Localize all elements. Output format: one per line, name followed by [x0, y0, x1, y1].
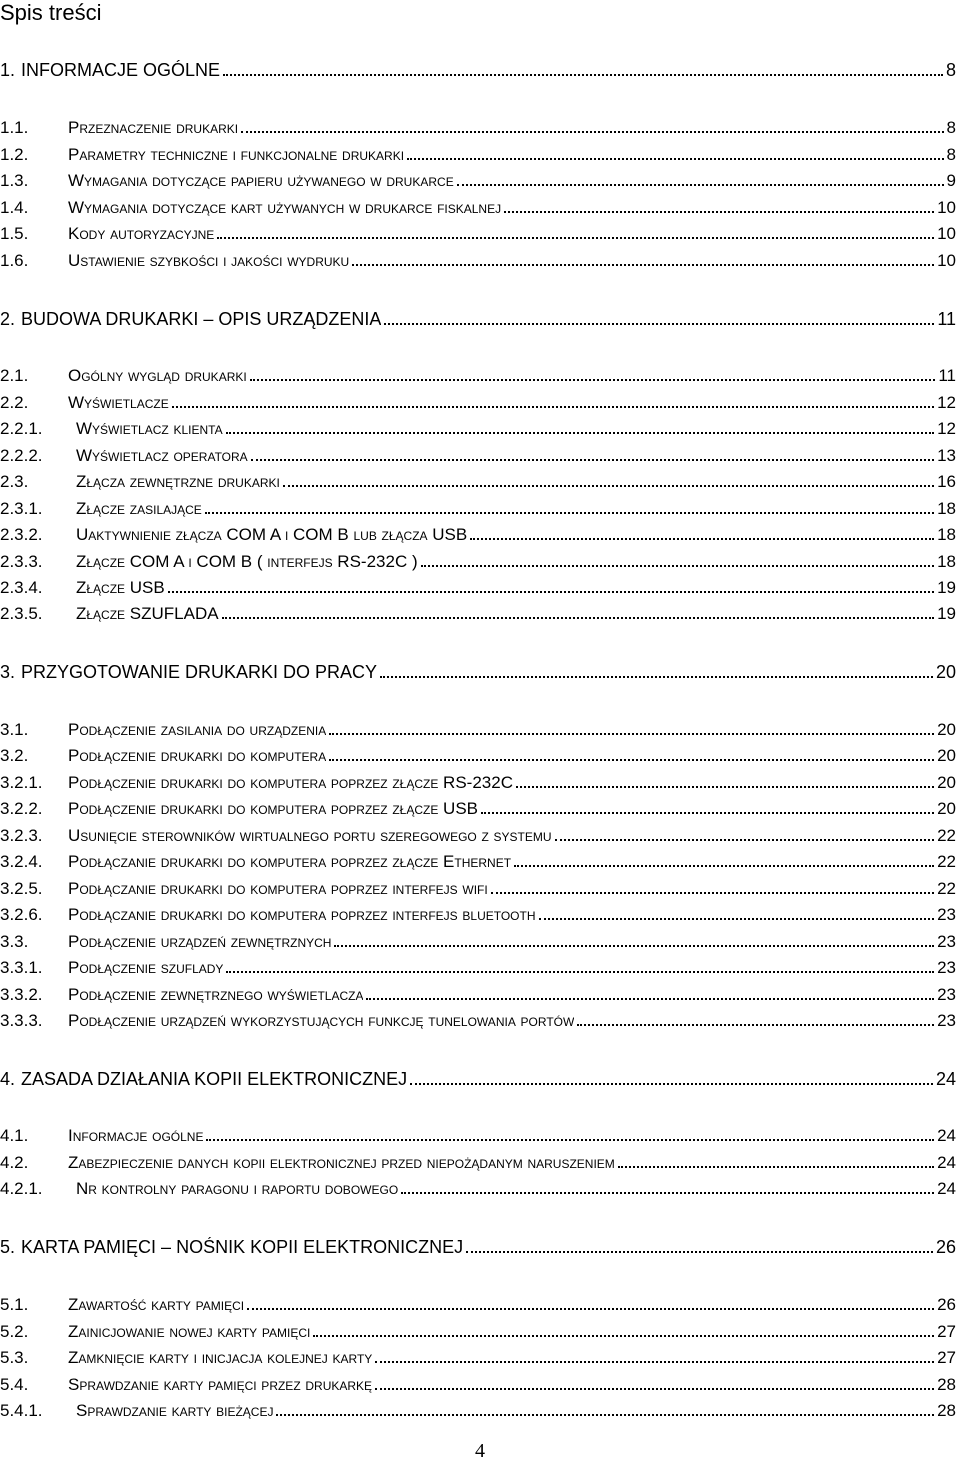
toc-entry[interactable] [0, 525, 956, 545]
dot-leader [283, 483, 934, 487]
toc-entry[interactable] [0, 472, 956, 492]
toc-entry-title: Zabezpieczenie danych kopii elektronicznej przed niepożądanym naruszeniem [68, 1153, 615, 1172]
toc-entry-page: 22 [937, 826, 956, 845]
toc-entry-page: 10 [937, 224, 956, 243]
dot-leader [410, 1081, 933, 1085]
toc-entry-number: 2.3. [0, 472, 29, 491]
dot-leader [329, 731, 934, 735]
toc-entry-number: 5.4.1. [0, 1401, 43, 1420]
toc-entry-title: Podłączenie szuflady [68, 958, 224, 977]
toc-entry-number: 2.1. [0, 366, 29, 385]
toc-entry[interactable] [0, 604, 956, 624]
toc-entry[interactable] [0, 224, 956, 244]
toc-entry[interactable] [0, 446, 956, 466]
toc-entry-page: 20 [937, 720, 956, 739]
toc-entry-title: Podłączenie urządzeń wykorzystujących funkcję tunelowania portów [68, 1011, 575, 1030]
toc-entry-page: 8 [945, 60, 956, 80]
toc-entry-page: 16 [937, 472, 956, 491]
toc-entry-title: Wyświetlacze [68, 393, 169, 412]
toc-entry-title: Podłączanie drukarki do komputera poprzez interfejs bluetooth [68, 905, 536, 924]
toc-entry-title: Wymagania dotyczące papieru używanego w drukarce [68, 171, 454, 190]
toc-entry-page: 19 [937, 578, 956, 597]
toc-entry-page: 23 [937, 958, 956, 977]
dot-leader [470, 536, 934, 540]
dot-leader [407, 156, 943, 160]
toc-entry-page: 8 [946, 118, 956, 137]
dot-leader [251, 457, 934, 461]
toc-entry[interactable] [0, 826, 956, 846]
toc-entry-page: 12 [937, 393, 956, 412]
dot-leader [577, 1022, 934, 1026]
toc-entry-page: 27 [937, 1348, 956, 1367]
toc-entry-page: 13 [937, 446, 956, 465]
page-number: 4 [475, 1440, 485, 1462]
toc-entry-page: 23 [937, 985, 956, 1004]
toc-entry-page: 24 [935, 1069, 956, 1089]
toc-entry-number: 2.3.2. [0, 525, 43, 544]
dot-leader [241, 129, 943, 133]
toc-entry-number: 3. [0, 662, 16, 682]
toc-entry[interactable] [0, 1069, 956, 1089]
dot-leader [375, 1386, 934, 1390]
toc-entry[interactable] [0, 662, 956, 682]
toc-entry[interactable] [0, 1401, 956, 1421]
toc-entry-title: Informacje ogólne [68, 1126, 204, 1145]
toc-entry[interactable] [0, 251, 956, 271]
toc-entry-page: 23 [937, 932, 956, 951]
dot-leader [206, 1137, 934, 1141]
toc-entry[interactable] [0, 366, 956, 386]
toc-entry-page: 19 [937, 604, 956, 623]
toc-entry-number: 1.1. [0, 118, 29, 137]
dot-leader [276, 1412, 934, 1416]
toc-entry[interactable] [0, 1179, 956, 1199]
dot-leader [172, 404, 934, 408]
toc-entry[interactable] [0, 118, 956, 138]
toc-entry-title: Podłączenie drukarki do komputera [68, 746, 327, 765]
toc-entry-page: 26 [935, 1237, 956, 1257]
toc-entry-page: 8 [946, 145, 956, 164]
dot-leader [352, 262, 934, 266]
toc-entry[interactable] [0, 309, 956, 329]
toc-entry-page: 27 [937, 1322, 956, 1341]
toc-entry-page: 24 [937, 1153, 956, 1172]
toc-entry-title: Parametry techniczne i funkcjonalne drukarki [68, 145, 405, 164]
toc-entry-title: Kody autoryzacyjne [68, 224, 215, 243]
toc-entry-title: Wyświetlacz operatora [76, 446, 248, 465]
toc-entry-title: Nr kontrolny paragonu i raportu dobowego [76, 1179, 399, 1198]
toc-entry-title: Wyświetlacz klienta [76, 419, 223, 438]
toc-entry-number: 5.3. [0, 1348, 29, 1367]
toc-entry[interactable] [0, 393, 956, 413]
dot-leader [226, 969, 934, 973]
toc-entry[interactable] [0, 746, 956, 766]
dot-leader [481, 810, 934, 814]
toc-entry[interactable] [0, 720, 956, 740]
toc-entry-page: 11 [937, 309, 956, 329]
toc-entry[interactable] [0, 145, 956, 165]
dot-leader [491, 890, 934, 894]
toc-entry-title: Uaktywnienie złącza COM A i COM B lub złącza USB [76, 525, 468, 544]
toc-entry-number: 2.2.1. [0, 419, 43, 438]
toc-entry[interactable] [0, 1126, 956, 1146]
toc-entry-title: Sprawdzanie karty bieżącej [76, 1401, 274, 1420]
dot-leader [247, 1306, 934, 1310]
toc-entry[interactable] [0, 879, 956, 899]
toc-entry-title: Podłączenie urządzeń zewnętrznych [68, 932, 332, 951]
toc-entry-number: 2.3.4. [0, 578, 43, 597]
toc-entry[interactable] [0, 958, 956, 978]
dot-leader [375, 1359, 934, 1363]
toc-title: Spis treści [0, 0, 102, 25]
toc-entry-number: 3.3.3. [0, 1011, 43, 1030]
toc-entry-title: Ogólny wygląd drukarki [68, 366, 247, 385]
toc-entry-number: 3.2.3. [0, 826, 43, 845]
toc-entry-title: Podłączenie drukarki do komputera poprzez złącze RS-232C [68, 773, 513, 792]
toc-entry-title: INFORMACJE OGÓLNE [21, 60, 221, 80]
toc-entry-number: 1. [0, 60, 16, 80]
toc-entry-number: 2. [0, 309, 16, 329]
toc-entry[interactable] [0, 985, 956, 1005]
toc-entry-number: 3.2.6. [0, 905, 43, 924]
dot-leader [223, 72, 943, 76]
toc-entry[interactable] [0, 773, 956, 793]
dot-leader [217, 235, 934, 239]
dot-leader [205, 510, 934, 514]
toc-entry[interactable] [0, 905, 956, 925]
toc-entry-number: 1.6. [0, 251, 29, 270]
dot-leader [226, 430, 935, 434]
toc-entry-page: 12 [937, 419, 956, 438]
dot-leader [384, 321, 934, 325]
toc-entry[interactable] [0, 1322, 956, 1342]
toc-entry-page: 20 [935, 662, 956, 682]
toc-entry-page: 28 [937, 1375, 956, 1394]
toc-entry[interactable] [0, 1348, 956, 1368]
toc-entry-page: 22 [937, 852, 956, 871]
toc-entry-title: Usunięcie sterowników wirtualnego portu szeregowego z systemu [68, 826, 552, 845]
toc-entry-number: 2.3.1. [0, 499, 43, 518]
toc-entry-title: Podłączanie drukarki do komputera poprzez interfejs wifi [68, 879, 488, 898]
dot-leader [466, 1249, 933, 1253]
toc-entry-number: 3.2.1. [0, 773, 43, 792]
toc-entry-page: 10 [937, 198, 956, 217]
toc-entry-title: Zainicjowanie nowej karty pamięci [68, 1322, 311, 1341]
toc-entry[interactable] [0, 60, 956, 80]
toc-entry-number: 4. [0, 1069, 16, 1089]
toc-entry-title: PRZYGOTOWANIE DRUKARKI DO PRACY [21, 662, 378, 682]
toc-entry-title: Złącze USB [76, 578, 165, 597]
toc-entry-page: 18 [937, 525, 956, 544]
toc-entry-number: 1.5. [0, 224, 29, 243]
toc-entry-title: Zawartość karty pamięci [68, 1295, 245, 1314]
toc-entry-page: 23 [937, 1011, 956, 1030]
toc-entry-title: Zamknięcie karty i inicjacja kolejnej karty [68, 1348, 373, 1367]
dot-leader [380, 674, 933, 678]
toc-entry-title: KARTA PAMIĘCI – NOŚNIK KOPII ELEKTRONICZNEJ [21, 1237, 464, 1257]
toc-entry-number: 3.3. [0, 932, 29, 951]
toc-entry-title: Wymagania dotyczące kart używanych w drukarce fiskalnej [68, 198, 502, 217]
toc-entry-title: Podłączenie zasilania do urządzenia [68, 720, 327, 739]
toc-entry-number: 4.2.1. [0, 1179, 43, 1198]
dot-leader [222, 615, 934, 619]
toc-entry-title: ZASADA DZIAŁANIA KOPII ELEKTRONICZNEJ [21, 1069, 408, 1089]
toc-entry-title: Złącza zewnętrzne drukarki [76, 472, 280, 491]
toc-entry-page: 20 [937, 799, 956, 818]
toc-entry-page: 22 [937, 879, 956, 898]
toc-entry-number: 1.2. [0, 145, 29, 164]
toc-entry-title: Złącze zasilające [76, 499, 202, 518]
toc-entry-number: 3.2.4. [0, 852, 43, 871]
dot-leader [401, 1190, 934, 1194]
toc-entry-title: Złącze COM A i COM B ( interfejs RS-232C ) [76, 552, 418, 571]
toc-entry[interactable] [0, 171, 956, 191]
toc-entry[interactable] [0, 1153, 956, 1173]
toc-entry-number: 4.2. [0, 1153, 29, 1172]
toc-entry-title: Ustawienie szybkości i jakości wydruku [68, 251, 350, 270]
toc-entry-page: 9 [946, 171, 956, 190]
toc-entry[interactable] [0, 552, 956, 572]
toc-entry-number: 2.2. [0, 393, 29, 412]
toc-entry[interactable] [0, 1375, 956, 1395]
toc-entry-page: 11 [938, 366, 956, 385]
toc-entry[interactable] [0, 499, 956, 519]
dot-leader [168, 589, 934, 593]
toc-entry-number: 3.2.5. [0, 879, 43, 898]
toc-entry-page: 24 [937, 1126, 956, 1145]
dot-leader [421, 563, 934, 567]
toc-entry-number: 5. [0, 1237, 16, 1257]
toc-entry[interactable] [0, 419, 956, 439]
toc-entry-number: 2.2.2. [0, 446, 43, 465]
toc-entry-number: 3.3.1. [0, 958, 43, 977]
toc-entry-title: Podłączanie drukarki do komputera poprzez złącze Ethernet [68, 852, 512, 871]
toc-entry-title: Złącze SZUFLADA [76, 604, 219, 623]
toc-entry-title: Przeznaczenie drukarki [68, 118, 239, 137]
toc-entry-page: 26 [937, 1295, 956, 1314]
toc-entry-title: Podłączenie zewnętrznego wyświetlacza [68, 985, 364, 1004]
toc-entry-number: 3.3.2. [0, 985, 43, 1004]
toc-entry-page: 28 [937, 1401, 956, 1420]
toc-entry[interactable] [0, 852, 956, 872]
toc-entry-number: 3.2.2. [0, 799, 43, 818]
toc-entry-number: 3.1. [0, 720, 29, 739]
dot-leader [504, 209, 934, 213]
dot-leader [329, 757, 934, 761]
toc-entry[interactable] [0, 799, 956, 819]
toc-entry-number: 4.1. [0, 1126, 29, 1145]
dot-leader [366, 996, 934, 1000]
dot-leader [516, 784, 934, 788]
dot-leader [514, 863, 934, 867]
dot-leader [457, 182, 944, 186]
toc-entry-number: 5.1. [0, 1295, 29, 1314]
toc-entry-page: 18 [937, 552, 956, 571]
toc-entry[interactable] [0, 1295, 956, 1315]
toc-entry[interactable] [0, 198, 956, 218]
toc-entry-number: 2.3.3. [0, 552, 43, 571]
toc-entry-number: 1.3. [0, 171, 29, 190]
toc-entry-page: 20 [937, 773, 956, 792]
toc-entry-title: Sprawdzanie karty pamięci przez drukarkę [68, 1375, 373, 1394]
toc-entry-title: Podłączenie drukarki do komputera poprzez złącze USB [68, 799, 479, 818]
dot-leader [539, 916, 935, 920]
toc-entry-number: 1.4. [0, 198, 29, 217]
toc-entry-number: 3.2. [0, 746, 29, 765]
dot-leader [334, 943, 934, 947]
toc-entry-page: 18 [937, 499, 956, 518]
dot-leader [250, 377, 936, 381]
toc-entry-page: 24 [937, 1179, 956, 1198]
toc-entry[interactable] [0, 1011, 956, 1031]
dot-leader [618, 1164, 934, 1168]
toc-entry[interactable] [0, 578, 956, 598]
toc-entry-number: 2.3.5. [0, 604, 43, 623]
dot-leader [555, 837, 935, 841]
toc-entry[interactable] [0, 1237, 956, 1257]
toc-entry-page: 23 [937, 905, 956, 924]
toc-entry[interactable] [0, 932, 956, 952]
dot-leader [313, 1333, 934, 1337]
toc-entry-title: BUDOWA DRUKARKI – OPIS URZĄDZENIA [21, 309, 382, 329]
toc-entry-number: 5.4. [0, 1375, 29, 1394]
toc-entry-number: 5.2. [0, 1322, 29, 1341]
toc-entry-page: 10 [937, 251, 956, 270]
toc-entry-page: 20 [937, 746, 956, 765]
